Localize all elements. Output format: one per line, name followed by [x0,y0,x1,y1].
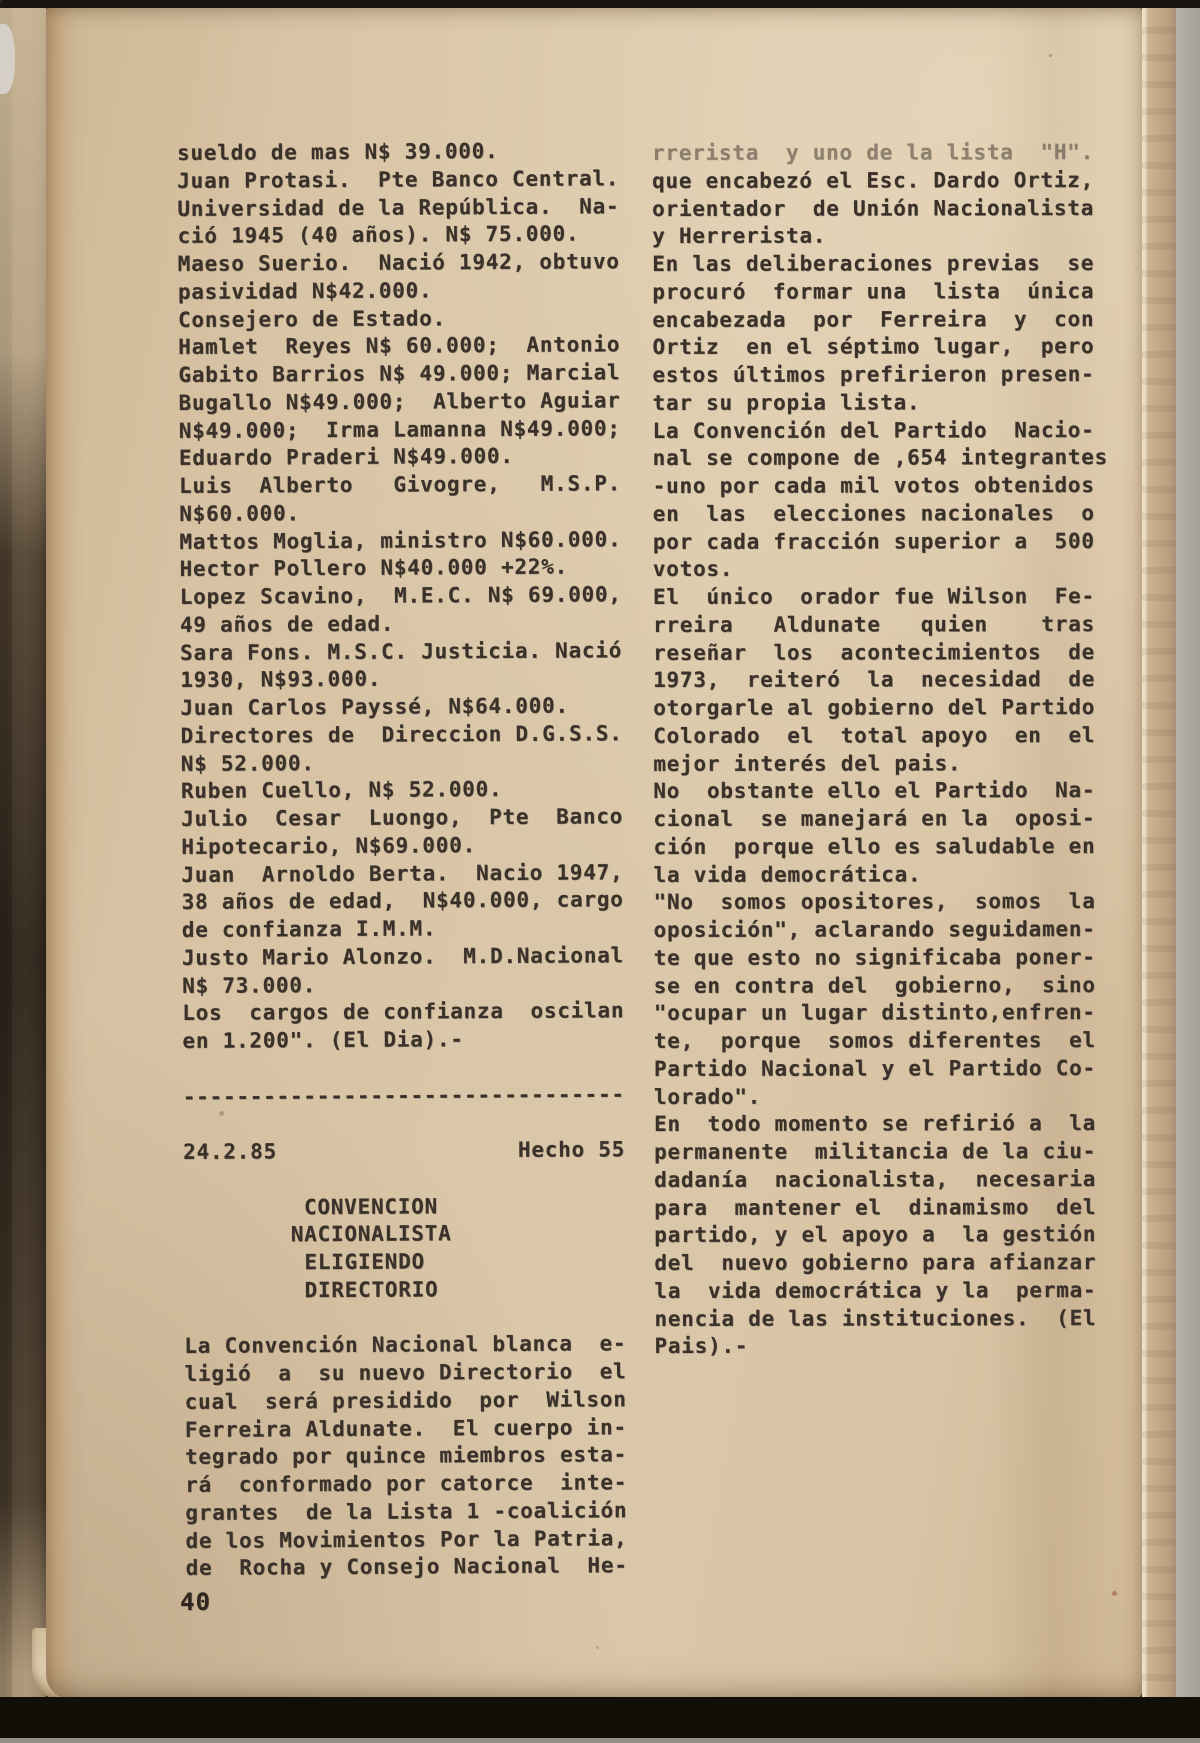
text-line: y Herrerista. [652,223,827,249]
text-line: ELIGIENDO [183,1249,426,1275]
text-line [183,1053,625,1083]
page-number: 40 [180,1588,211,1616]
text-line: que encabezó el Esc. Dardo Ortiz, [652,167,1095,193]
text-line: orientador de Unión Nacionalista [652,195,1095,221]
text-line: ció 1945 (40 años). N$ 75.000. [177,221,580,249]
text-line: La Convención Nacional blanca e- [184,1331,627,1359]
text-line: otorgarle al gobierno del Partido [653,695,1096,720]
text-line [183,1109,625,1139]
text-line: Los cargos de confianza oscilan [182,998,625,1026]
page-stack-right-edge [1142,0,1176,1743]
text-line: Consejero de Estado. [178,305,447,332]
text-line: por cada fracción superior a 500 [652,528,1095,554]
text-line: En todo momento se refirió a la [654,1111,1097,1137]
text-line: N$ 73.000. [182,972,317,998]
text-line: DIRECTORIO [183,1277,439,1303]
text-line: lorado". [653,1084,762,1109]
scan-speck [0,0,3,3]
text-line: El único orador fue Wilson Fe- [652,584,1095,609]
text-line: en las elecciones nacionales o [652,500,1095,526]
scan-background-top [0,0,1200,8]
text-line: Lopez Scavino, M.E.C. N$ 69.000, [179,582,622,609]
text-line: -uno por cada mil votos obtenidos [652,473,1095,498]
text-line: del nuevo gobierno para afianzar [654,1250,1097,1275]
text-line: Partido Nacional y el Partido Co- [653,1055,1096,1081]
text-line: Ruben Cuello, N$ 52.000. [180,777,503,804]
text-line: En las deliberaciones previas se [652,251,1095,276]
text-line: CONVENCION [183,1193,439,1220]
text-line: 1973, reiteró la necesidad de [653,667,1096,693]
text-line: 49 años de edad. [179,611,395,637]
text-line: ligió a su nuevo Directorio el [184,1359,627,1386]
book-binding-edge [0,0,46,1743]
text-line: Ortiz en el séptimo lugar, pero [652,334,1095,360]
text-line [184,1303,626,1333]
text-line: la vida democrática y la perma- [654,1277,1097,1303]
text-line: procuró formar una lista única [652,278,1095,304]
text-line: La Convención del Partido Nacio- [652,417,1095,443]
text-line: Juan Carlos Payssé, N$64.000. [180,693,569,720]
text-line: Gabito Barrios N$ 49.000; Marcial [178,360,621,387]
text-line: Hector Pollero N$40.000 +22%. [179,554,569,582]
text-line: te que esto no significaba poner- [653,944,1096,970]
text-line: Julio Cesar Luongo, Pte Banco [181,804,624,831]
text-line: cional se manejará en la oposi- [653,806,1096,831]
text-line: Ferreira Aldunate. El cuerpo in- [184,1414,627,1442]
right-text-column [652,139,1110,1361]
text-line: nencia de las instituciones. (El [654,1305,1097,1331]
text-line: grantes de la Lista 1 -coalición [185,1498,628,1525]
text-line: tegrado por quince miembros esta- [184,1442,628,1470]
text-line: "No somos opositores, somos la [653,889,1096,915]
text-line: Sara Fons. M.S.C. Justicia. Nació [180,637,623,665]
scanner-bed-strip [0,1738,1200,1743]
text-line: cual será presidido por Wilson [184,1387,627,1414]
text-line: pasividad N$42.000. [177,278,433,304]
text-line: la vida democrática. [653,861,922,887]
text-line: votos. [652,557,734,582]
text-line: 1930, N$93.000. [180,667,382,693]
text-line: N$49.000; Irma Lamanna N$49.000; [178,415,621,443]
text-line: Maeso Suerio. Nació 1942, obtuvo [177,249,620,276]
text-line: 24.2.85 Hecho 55 [183,1137,626,1164]
text-line: nal se compone de ,654 integrantes [652,445,1109,471]
text-line: mejor interés del pais. [653,750,962,776]
left-text-column [177,137,628,1583]
text-line: para mantener el dinamismo del [654,1194,1097,1220]
text-line: Bugallo N$49.000; Alberto Aguiar [178,388,621,415]
text-line: reseñar los acontecimientos de [653,639,1096,665]
text-line: Colorado el total apoyo en el [653,722,1096,748]
scan-background-bottom [0,1697,1200,1738]
text-line: No obstante ello el Partido Na- [653,778,1096,804]
text-line: Juan Arnoldo Berta. Nacio 1947, [181,859,624,887]
text-line: 38 años de edad, N$40.000, cargo [181,887,624,915]
text-line: Universidad de la República. Na- [177,193,620,221]
text-line: oposición", aclarando seguidamen- [653,917,1096,942]
text-line: en 1.200". (El Dia).- [182,1027,464,1053]
text-line: Mattos Moglia, ministro N$60.000. [179,526,622,554]
text-line: encabezada por Ferreira y con [652,306,1095,332]
text-line: Eduardo Praderi N$49.000. [178,444,514,471]
text-line: se en contra del gobierno, sino [653,972,1096,998]
text-line [183,1164,625,1194]
text-line: sueldo de mas N$ 39.000. [177,139,499,165]
text-line: Hamlet Reyes N$ 60.000; Antonio [178,332,621,360]
text-line: Justo Mario Alonzo. M.D.Nacional [181,943,625,970]
text-line: Pais).- [654,1334,749,1359]
document-page [46,8,1142,1700]
scan-background-right [1176,0,1200,1743]
text-line: dadanía nacionalista, necesaria [654,1166,1097,1192]
text-line: permanente militancia de la ciu- [654,1139,1097,1164]
text-line: de Rocha y Consejo Nacional He- [185,1553,628,1581]
text-line: partido, y el apoyo a la gestión [654,1222,1097,1248]
text-line: ción porque ello es saludable en [653,833,1096,859]
text-line: N$60.000. [179,501,300,526]
text-line: N$ 52.000. [180,750,315,776]
text-line: de confianza I.M.M. [181,916,437,942]
text-line: --------------------------------- [182,1081,625,1109]
text-line: rá conformado por catorce inte- [185,1470,628,1497]
text-line: Juan Protasi. Pte Banco Central. [177,166,620,193]
text-line: estos últimos prefirieron presen- [652,362,1095,387]
text-line: rrerista y uno de la lista "H". [652,140,1095,165]
text-line: Luis Alberto Givogre, M.S.P. [179,471,622,498]
text-line: tar su propia lista. [652,390,921,415]
text-line: rreira Aldunate quien tras [652,611,1096,637]
text-line: te, porque somos diferentes el [653,1028,1096,1053]
text-line: "ocupar un lugar distinto,enfren- [653,1000,1096,1026]
text-line: Directores de Direccion D.G.S.S. [180,721,623,748]
text-line: Hipotecario, N$69.000. [181,832,477,859]
text-line: NACIONALISTA [183,1221,452,1248]
text-line: de los Movimientos Por la Patria, [185,1525,628,1553]
